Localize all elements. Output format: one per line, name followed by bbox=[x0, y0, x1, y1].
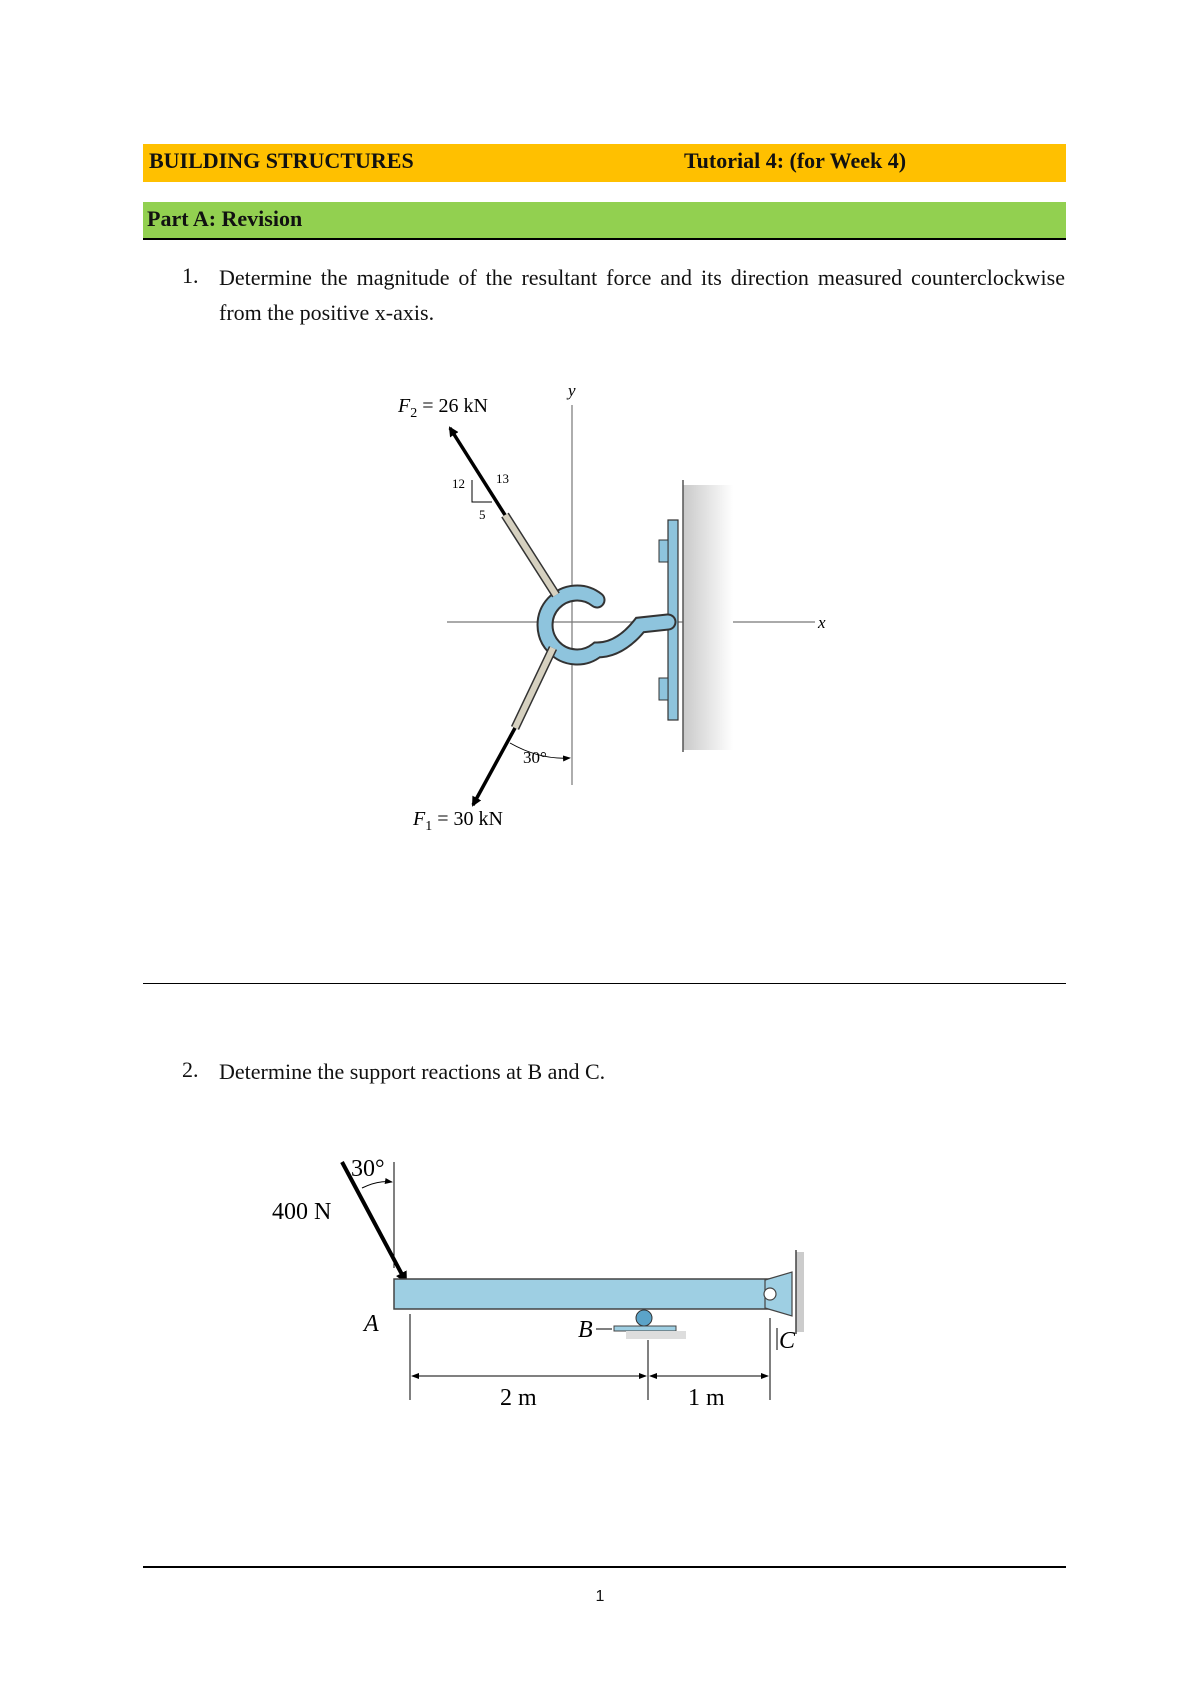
f2-label: $F_2 = 26$ kN bbox=[398, 395, 488, 421]
tutorial-title: Tutorial 4: (for Week 4) bbox=[684, 148, 907, 173]
slope-12: 12 bbox=[452, 476, 465, 491]
angle-label: 30° bbox=[351, 1156, 385, 1182]
question-2-number: 2. bbox=[182, 1057, 199, 1082]
slope-5: 5 bbox=[479, 507, 486, 522]
divider bbox=[143, 983, 1066, 984]
force-label: 400 N bbox=[272, 1199, 332, 1225]
footer-rule bbox=[143, 1566, 1066, 1568]
question-2-text: Determine the support reactions at B and C. bbox=[219, 1059, 606, 1084]
section-title: Part A: Revision bbox=[147, 206, 303, 231]
point-a-label: A bbox=[364, 1311, 379, 1337]
bolt-icon bbox=[659, 678, 668, 700]
pin-c-icon bbox=[764, 1288, 776, 1300]
axis-y-label: y bbox=[568, 381, 576, 400]
angle-label: 30° bbox=[523, 748, 547, 767]
angle-arc bbox=[362, 1182, 392, 1188]
roller-b-icon bbox=[636, 1310, 652, 1326]
course-title: BUILDING STRUCTURES bbox=[149, 148, 414, 173]
f1-label: $F_1 = 30$ kN bbox=[413, 808, 503, 834]
question-2-figure bbox=[0, 1100, 1200, 1420]
question-1-number: 1. bbox=[182, 263, 199, 288]
beam bbox=[394, 1279, 777, 1309]
slope-13: 13 bbox=[496, 471, 509, 486]
point-b-label: B bbox=[578, 1317, 593, 1343]
axis-x-label: x bbox=[818, 613, 826, 632]
wall-c bbox=[796, 1252, 804, 1332]
roller-b-base bbox=[614, 1326, 676, 1331]
bolt-icon bbox=[659, 540, 668, 562]
point-c-label: C bbox=[779, 1328, 796, 1354]
page-number: 1 bbox=[595, 1588, 605, 1605]
dimension-1m: 1 m bbox=[688, 1385, 725, 1411]
question-1-text: Determine the magnitude of the resultant force and its direction measured counterclockwise from the positive x-axis. bbox=[219, 265, 1065, 325]
force-f1-arrow bbox=[473, 728, 515, 805]
wall bbox=[683, 485, 733, 750]
dimension-2m: 2 m bbox=[500, 1385, 537, 1411]
